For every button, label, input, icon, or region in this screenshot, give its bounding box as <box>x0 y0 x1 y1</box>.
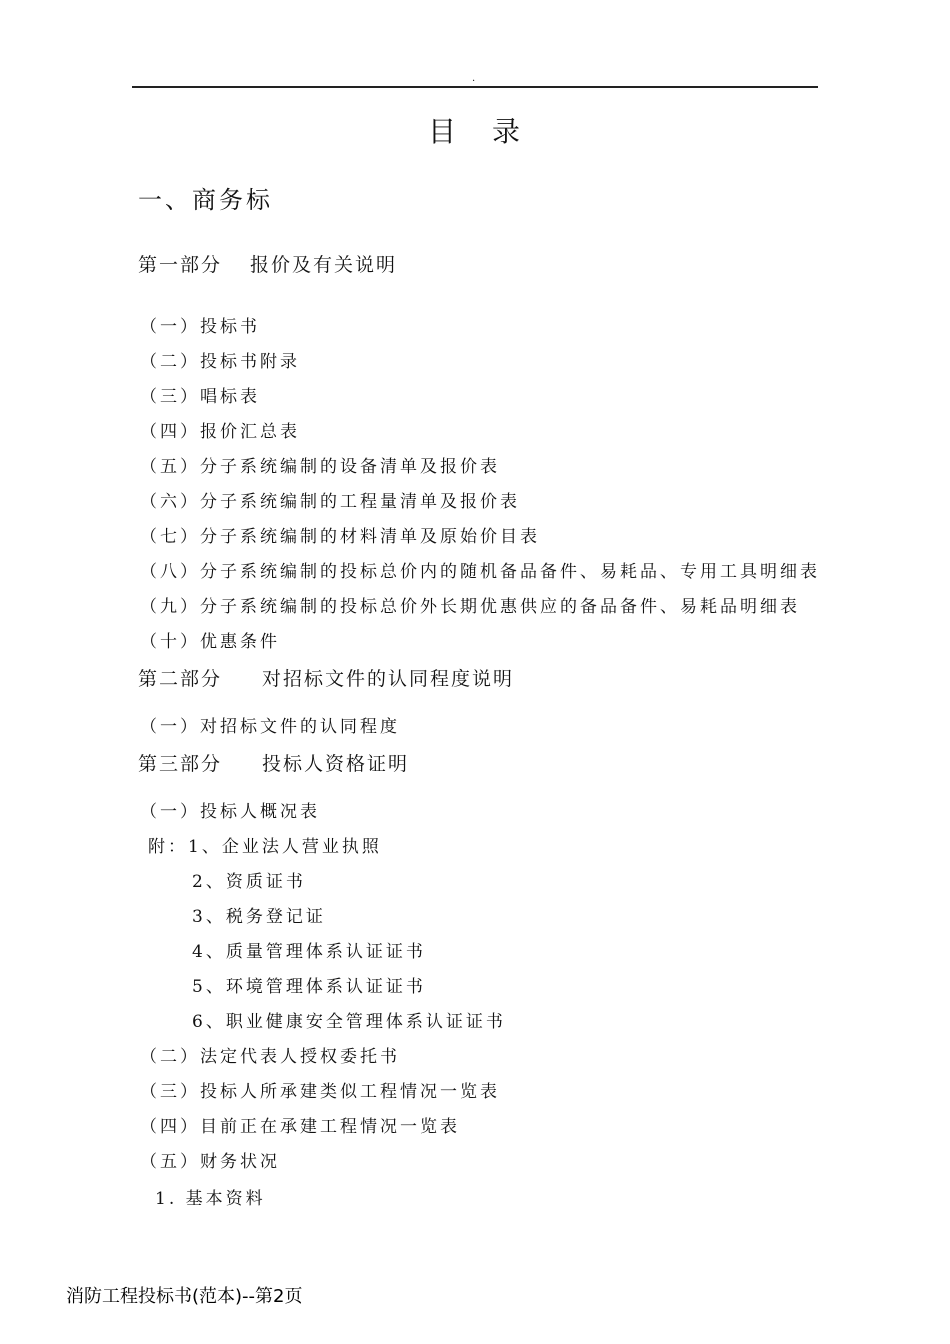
annex-item: 附：1、企业法人营业执照 <box>148 837 382 857</box>
title-char-2: 录 <box>492 115 523 148</box>
finance-subitem: 1. 基本资料 <box>155 1189 266 1209</box>
annex-item: 5、环境管理体系认证证书 <box>192 977 426 997</box>
part-2-label: 第二部分 <box>138 668 223 690</box>
section-heading: 一、商务标 <box>138 186 273 214</box>
annex-item: 2、资质证书 <box>192 872 306 892</box>
page-title <box>0 112 950 152</box>
toc-item: （二）投标书附录 <box>140 352 300 372</box>
part-3-title: 投标人资格证明 <box>262 753 410 775</box>
part-2-title: 对招标文件的认同程度说明 <box>262 668 515 690</box>
part-1-heading <box>138 250 397 280</box>
toc-item: （一）对招标文件的认同程度 <box>140 717 400 737</box>
toc-item: （七）分子系统编制的材料清单及原始价目表 <box>140 527 540 547</box>
title-char-1: 目 <box>427 115 458 148</box>
toc-item: （五）财务状况 <box>140 1152 280 1172</box>
toc-item: （四）报价汇总表 <box>140 422 300 442</box>
toc-item: （九）分子系统编制的投标总价外长期优惠供应的备品备件、易耗品明细表 <box>140 597 800 617</box>
part-3-label: 第三部分 <box>138 753 223 775</box>
annex-item: 6、职业健康安全管理体系认证证书 <box>192 1012 506 1032</box>
part-2-heading <box>138 664 514 694</box>
part-1-label: 第一部分 <box>138 254 223 276</box>
page-footer: 消防工程投标书(范本)--第2页 <box>66 1286 303 1307</box>
toc-item: （十）优惠条件 <box>140 632 280 652</box>
toc-item: （一）投标书 <box>140 317 260 337</box>
header-rule <box>132 86 818 88</box>
toc-item: （五）分子系统编制的设备清单及报价表 <box>140 457 500 477</box>
header-mark: . <box>472 73 476 84</box>
annex-item: 4、质量管理体系认证证书 <box>192 942 426 962</box>
toc-item: （三）唱标表 <box>140 387 260 407</box>
toc-item: （二）法定代表人授权委托书 <box>140 1047 400 1067</box>
toc-item: （三）投标人所承建类似工程情况一览表 <box>140 1082 500 1102</box>
toc-item: （六）分子系统编制的工程量清单及报价表 <box>140 492 520 512</box>
toc-item: （八）分子系统编制的投标总价内的随机备品备件、易耗品、专用工具明细表 <box>140 562 820 582</box>
toc-item: （四）目前正在承建工程情况一览表 <box>140 1117 460 1137</box>
toc-item: （一）投标人概况表 <box>140 802 320 822</box>
annex-item: 3、税务登记证 <box>192 907 326 927</box>
part-3-heading <box>138 749 409 779</box>
part-1-title: 报价及有关说明 <box>250 254 398 276</box>
